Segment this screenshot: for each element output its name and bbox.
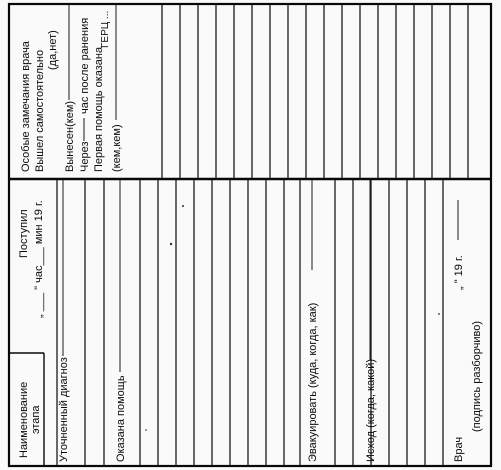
self-exit-label: Вышел самостоятельно bbox=[34, 49, 46, 172]
after-wound-label: час после ранения bbox=[79, 17, 91, 114]
arrived-label: Поступил bbox=[18, 209, 30, 258]
evacuate-label: Эвакуировать (куда, когда, как) bbox=[307, 302, 319, 462]
diagnosis-label: Уточненный диагноз bbox=[58, 357, 70, 462]
self-exit-hint: (да,нет) bbox=[47, 30, 59, 70]
remarks-label: Особые замечания врача bbox=[20, 41, 32, 172]
stub-faint-header: ГЕРЦ ... bbox=[100, 10, 111, 48]
first-aid-hint: (кем,кем) bbox=[111, 124, 123, 172]
doctor-label: Врач bbox=[453, 436, 465, 462]
doctor-date-line: „ " 19 г. bbox=[453, 255, 465, 290]
stage-title-2: этапа bbox=[30, 405, 42, 434]
after-wound-prefix: Через bbox=[79, 141, 91, 172]
outcome-label: Исход (когда, какой) bbox=[365, 358, 377, 462]
arrival-date-line: „ ___ " час___ мин 19 г. bbox=[33, 200, 45, 318]
aid-given-label: Оказана помощь bbox=[115, 375, 127, 462]
signature-hint: (подпись разборчиво) bbox=[471, 320, 483, 432]
first-aid-label: Первая помощь оказана bbox=[93, 46, 105, 172]
stage-title-1: Наименование bbox=[18, 381, 30, 458]
carried-label: Вынесен(кем) bbox=[64, 100, 76, 172]
